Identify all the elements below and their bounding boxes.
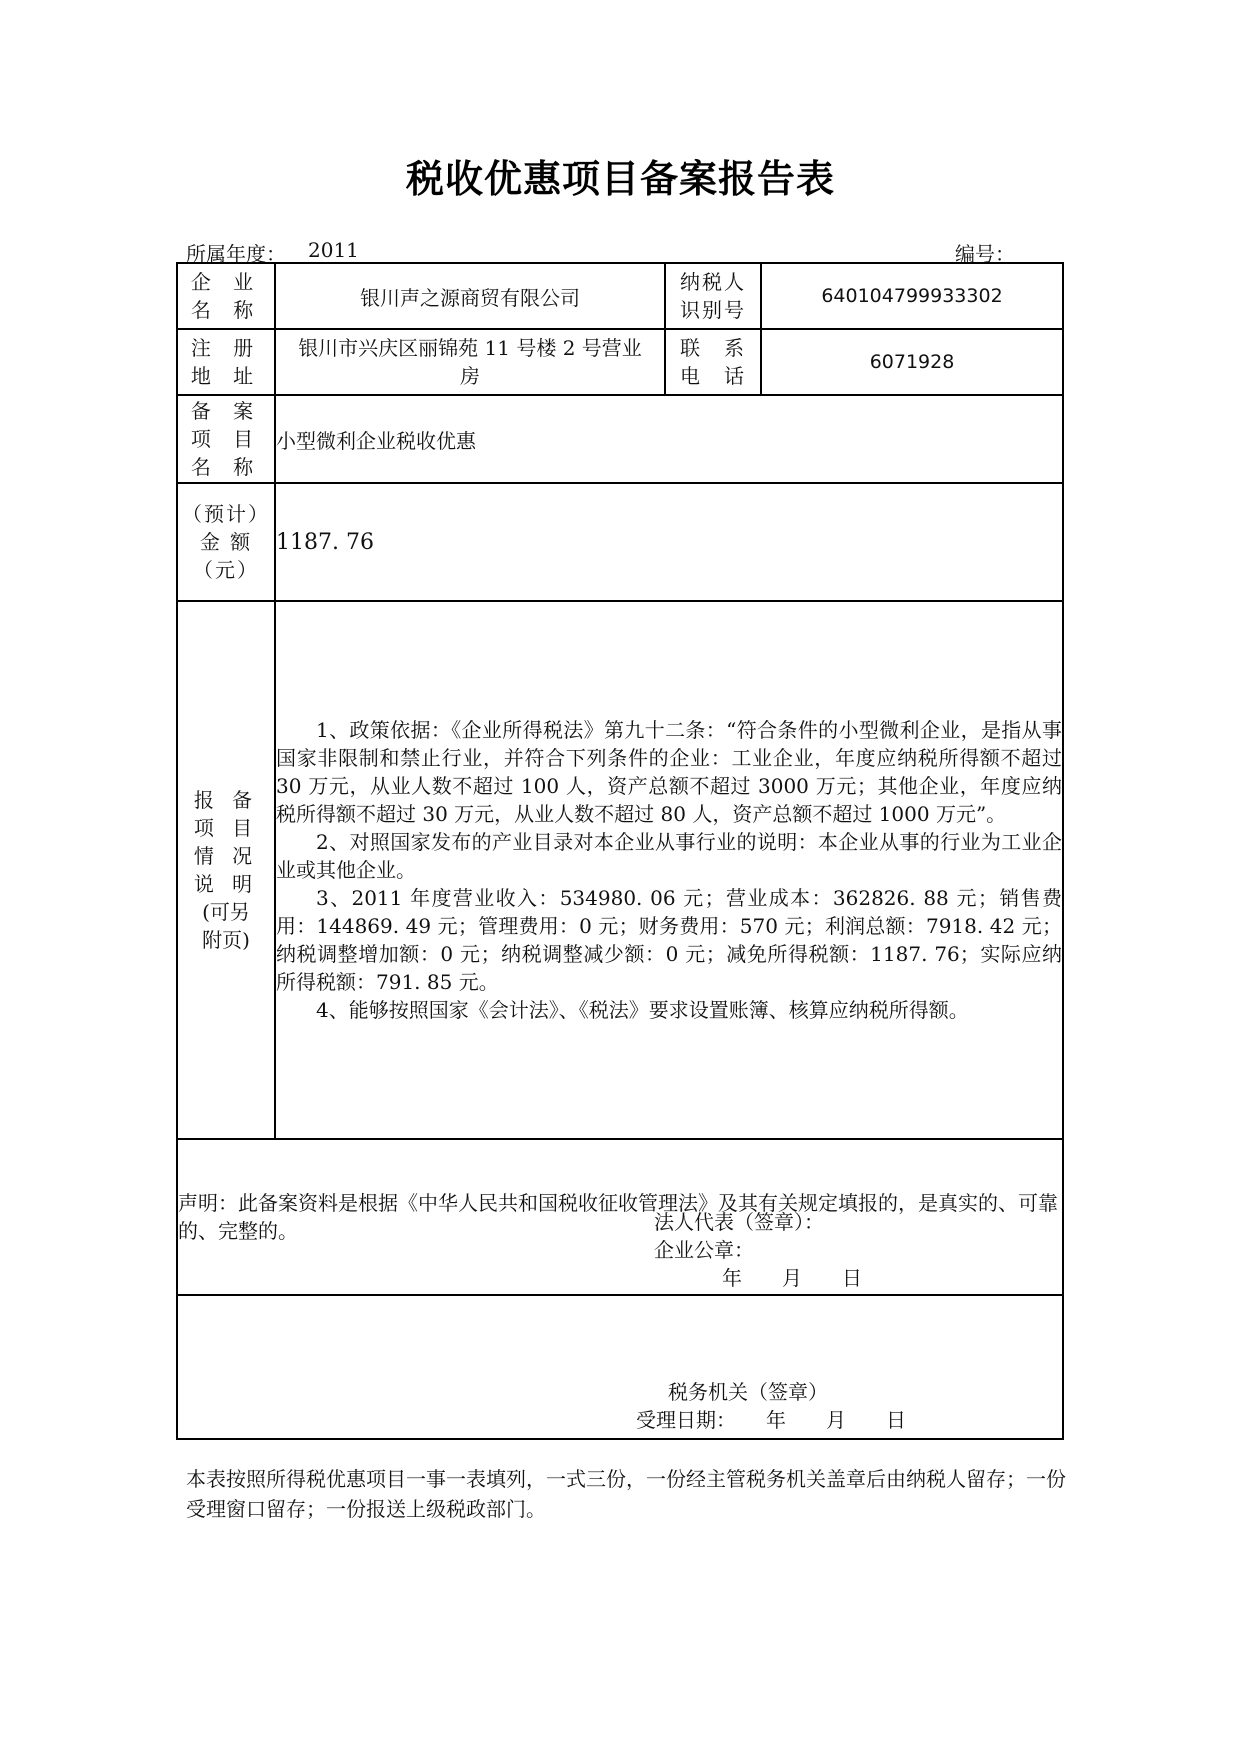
- accept-date: 受理日期： 年 月 日: [636, 1408, 906, 1432]
- year-value: 2011: [308, 238, 359, 262]
- phone-value: 6071928: [761, 329, 1063, 395]
- phone-label: 联 系 电 话: [665, 329, 761, 395]
- description-paragraph: 3、2011 年度营业收入：534980. 06 元；营业成本：362826. 88 元；销售费用：144869. 49 元；管理费用：0 元；财务费用：570 元；利润总额：7918. 42 元；纳税调整增加额：0 元；纳税调整减少额：0 元；减免所得税额：1187. 76；实际应纳所得税额：791. 85 元。: [276, 886, 1062, 994]
- taxpayer-id-label: 纳税人 识别号: [665, 263, 761, 329]
- declaration-row: [177, 1139, 1063, 1295]
- description-paragraph: 1、政策依据：《企业所得税法》第九十二条：“符合条件的小型微利企业，是指从事国家非限制和禁止行业，并符合下列条件的企业：工业企业，年度应纳税所得额不超过 30 万元，从业人数不超过 100 人，资产总额不超过 3000 万元；其他企业，年度应纳税所得额不超过 30 万元，从业人数不超过 80 人，资产总额不超过 1000 万元”。: [276, 718, 1062, 826]
- description-paragraph: 4、能够按照国家《会计法》、《税法》要求设置账簿、核算应纳税所得额。: [316, 998, 969, 1022]
- address-value: 银川市兴庆区丽锦苑 11 号楼 2 号营业 房: [275, 329, 665, 395]
- item-row: [177, 395, 1063, 483]
- company-row: [177, 263, 1063, 329]
- declaration-cell: [177, 1139, 1063, 1295]
- company-seal: 企业公章：: [654, 1238, 754, 1262]
- declaration-date: 年 月 日: [722, 1266, 862, 1290]
- legal-rep-signature: 法人代表（签章）：: [654, 1210, 824, 1234]
- address-row: [177, 329, 1063, 395]
- item-name-label: 备 案 项 目 名 称: [177, 395, 275, 483]
- item-name-value: 小型微利企业税收优惠: [275, 395, 1063, 483]
- amount-value: 1187. 76: [275, 483, 1063, 601]
- amount-row: [177, 483, 1063, 601]
- form-title: 税收优惠项目备案报告表: [405, 156, 835, 201]
- description-paragraph: 2、对照国家发布的产业目录对本企业从事行业的说明：本企业从事的行业为工业企业或其他企业。: [276, 830, 1062, 882]
- tax-office-cell: [177, 1295, 1063, 1439]
- tax-office-seal: 税务机关（签章）: [668, 1380, 828, 1404]
- serial-label: 编号：: [955, 242, 1015, 266]
- description-content: [275, 601, 1063, 1139]
- taxpayer-id-value: 640104799933302: [761, 263, 1063, 329]
- description-row: [177, 601, 1063, 1139]
- amount-label: （预计） 金 额 （元）: [177, 483, 275, 601]
- company-name-label: 企 业 名 称: [177, 263, 275, 329]
- address-label: 注 册 地 址: [177, 329, 275, 395]
- company-name-value: 银川声之源商贸有限公司: [275, 263, 665, 329]
- filing-form-table: [176, 262, 1064, 1440]
- description-label: 报 备 项 目 情 况 说 明 (可另 附页): [177, 601, 275, 1139]
- footer-note: 本表按照所得税优惠项目一事一表填列，一式三份，一份经主管税务机关盖章后由纳税人留存；一份 受理窗口留存；一份报送上级税政部门。: [186, 1467, 1066, 1521]
- tax-office-row: [177, 1295, 1063, 1439]
- declaration-text: 声明：此备案资料是根据《中华人民共和国税收征收管理法》及其有关规定填报的，是真实的、可靠的、完整的。: [178, 1191, 1058, 1243]
- year-label: 所属年度：: [186, 242, 286, 266]
